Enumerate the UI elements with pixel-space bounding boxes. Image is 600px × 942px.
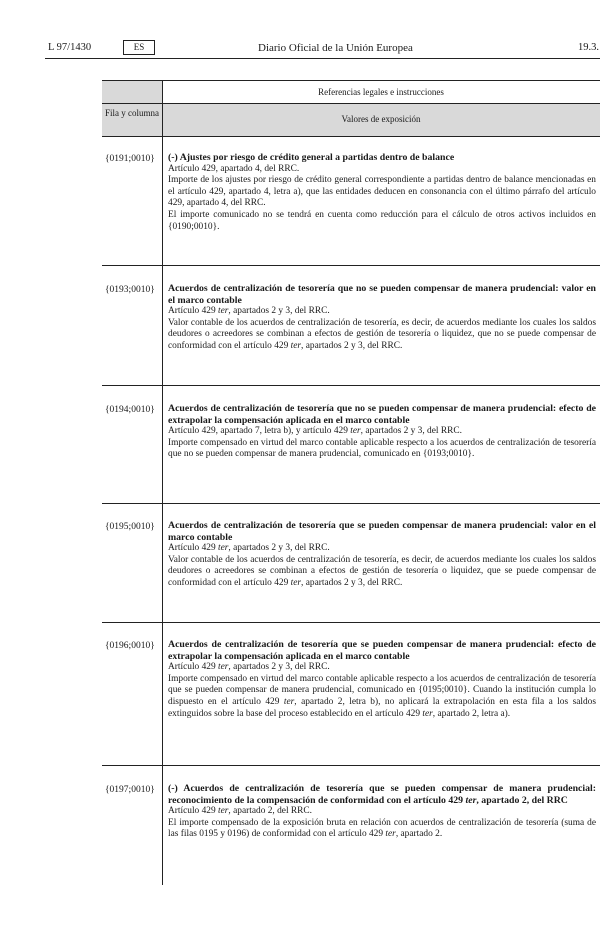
page-header (0, 42, 600, 58)
row-separator (102, 503, 600, 504)
row-title: Acuerdos de centralización de tesorería que se pueden compensar de manera prudencial: efecto de extrapolar la compensación aplicada en el marco contable (168, 639, 596, 662)
row-title: Acuerdos de centralización de tesorería que no se pueden compensar de manera prudencial: efecto de extrapolar la compensación aplicada en el marco contable (168, 403, 596, 426)
row-content (168, 152, 596, 233)
row-code: {0196;0010} (105, 641, 155, 651)
table-header-title: Referencias legales e instrucciones (318, 87, 444, 97)
row-content (168, 639, 596, 720)
row-content (168, 783, 596, 841)
row-code: {0191;0010} (105, 154, 155, 164)
row-code: {0193;0010} (105, 285, 155, 295)
row-text: Artículo 429 ter, apartados 2 y 3, del RRC. (168, 662, 330, 673)
row-text: Importe de los ajustes por riesgo de crédito general correspondiente a partidas dentro de balance mencionadas en el artículo 429, apartado 4, letra a), que las entidades deducen en consonancia con el último párrafo del artículo 429, apartado 4, del RRC. (168, 175, 596, 209)
row-title: (-) Acuerdos de centralización de tesorería que se pueden compensar de manera prudencial: reconocimiento de la compensación de conformidad con el artículo 429 ter, apartado 2, del RRC (168, 783, 596, 806)
row-code: {0194;0010} (105, 405, 155, 415)
row-separator (102, 385, 600, 386)
row-separator (102, 765, 600, 766)
row-text: Artículo 429 ter, apartados 2 y 3, del RRC. (168, 543, 330, 554)
row-text: El importe comunicado no se tendrá en cuenta como reducción para el cálculo de otros activos incluidos en {0190;0010}. (168, 209, 596, 232)
table-header-columns (102, 103, 600, 136)
row-content (168, 520, 596, 590)
row-text: Artículo 429 ter, apartado 2, del RRC. (168, 806, 313, 817)
header-rule (45, 58, 600, 59)
language-badge: ES (123, 40, 155, 55)
header-bottom-rule (102, 136, 600, 137)
row-text: El importe compensado de la exposición bruta en relación con acuerdos de centralización de tesorería (suma de las filas 0195 y 0196) de conformidad con el artículo 429 ter, apartado 2. (168, 817, 596, 840)
journal-reference: L 97/1430 (48, 42, 92, 53)
row-text: Valor contable de los acuerdos de centralización de tesorería, es decir, de acuerdos mediante los cuales los saldos deudores o acreedores se combinan a efectos de gestión de tesorería o liquidez, que se puede compensar de conformidad con el artículo 429 ter, apartados 2 y 3, del RRC. (168, 554, 596, 588)
row-title: (-) Ajustes por riesgo de crédito general a partidas dentro de balance (168, 152, 455, 163)
journal-title: Diario Oficial de la Unión Europea (258, 42, 413, 54)
column-header-row: Fila y columna (105, 108, 159, 118)
row-text: Artículo 429, apartado 7, letra b), y artículo 429 ter, apartados 2 y 3, del RRC. (168, 426, 462, 437)
row-code: {0195;0010} (105, 522, 155, 532)
row-title: Acuerdos de centralización de tesorería que no se pueden compensar de manera prudencial: valor en el marco contable (168, 283, 596, 306)
row-text: Artículo 429, apartado 4, del RRC. (168, 163, 300, 174)
row-separator (102, 265, 600, 266)
row-text: Importe compensado en virtud del marco contable aplicable respecto a los acuerdos de centralización de tesorería que no se pueden compensar de manera prudencial, comunicado en {0193;0010}. (168, 437, 596, 460)
row-code: {0197;0010} (105, 785, 155, 795)
column-header-values: Valores de exposición (341, 114, 421, 124)
row-text: Importe compensado en virtud del marco contable aplicable respecto a los acuerdos de centralización de tesorería que se pueden compensar de manera prudencial, comunicado en {0195;0010}. Cuando la institución cumpla lo dispuesto en el artículo 429 ter, apartado 2, letra b), no aplicará la extrapolación en esta fila a los saldos extinguidos sobre la base del proceso establecido en el artículo 429 ter, apartado 2, letra a). (168, 673, 597, 719)
row-separator (102, 622, 600, 623)
row-content (168, 403, 596, 461)
table-header-top (102, 80, 600, 103)
publication-date: 19.3. (578, 42, 599, 53)
row-text: Valor contable de los acuerdos de centralización de tesorería, es decir, de acuerdos mediante los cuales los saldos deudores o acreedores se combinan a efectos de gestión de tesorería o liquidez, que no se puede compensar de conformidad con el artículo 429 ter, apartados 2 y 3, del RRC. (168, 317, 596, 351)
row-title: Acuerdos de centralización de tesorería que se pueden compensar de manera prudencial: valor en el marco contable (168, 520, 596, 543)
row-text: Artículo 429 ter, apartados 2 y 3, del RRC. (168, 306, 330, 317)
row-content (168, 283, 596, 353)
